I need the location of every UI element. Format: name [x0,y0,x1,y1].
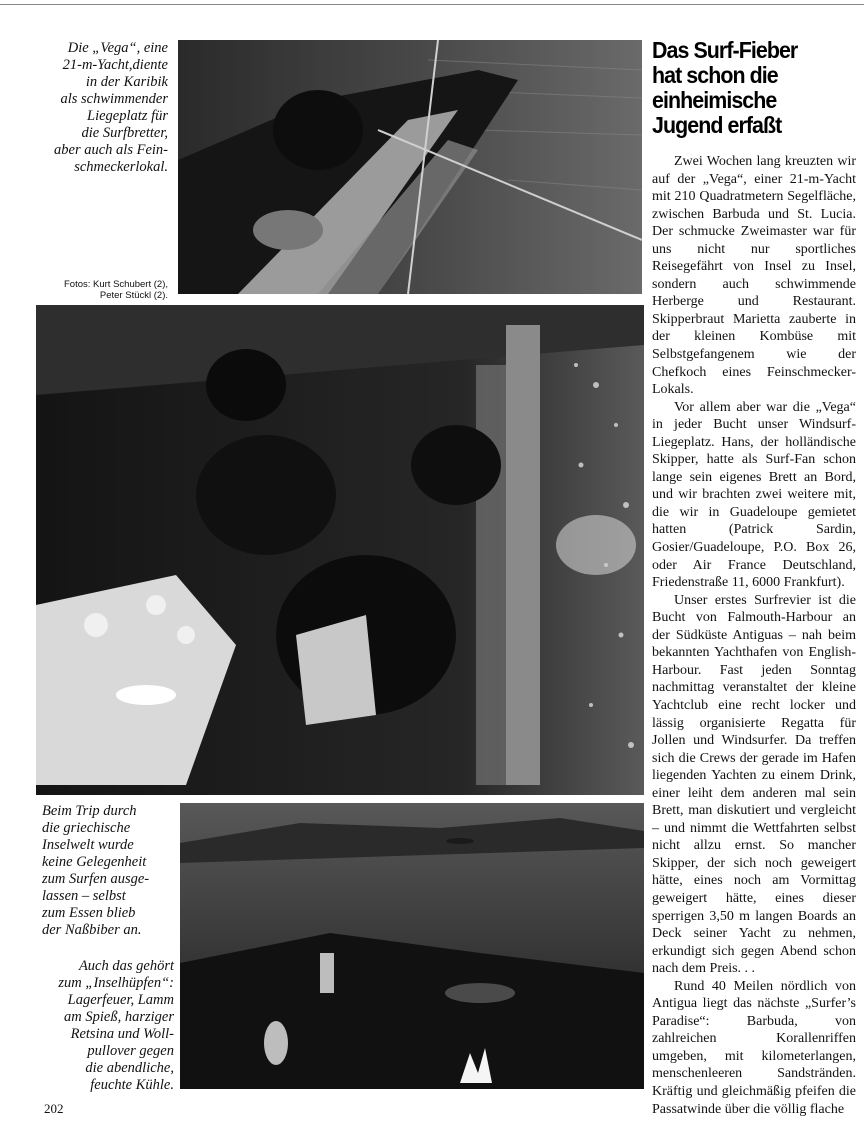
photo-yacht-deck [178,40,642,294]
yacht-deck-image [178,40,642,294]
campfire-image [180,803,644,1089]
photo-eating-on-deck [36,305,644,795]
article-body [652,153,856,1118]
page-number: 202 [44,1101,64,1116]
article-paragraph: Unser erstes Surfrevier ist die Bucht von Falmouth-Harbour an der Südküste Antiguas – nah beim bekannten Yachthafen von English-Harbour. Fast jeden Sonntag nachmittag veranstaltet der kleine Yachtclub eine recht locker und lässig organisierte Regatta für Jollen und Windsurfer. Da treffen sich die Crews der gerade im Hafen liegenden Yachten zu einem Drink, einer leiht dem anderen mal sein Brett, man diskutiert und vergleicht – und nimmt die Wettfahrten selbst nicht allzu ernst. So mancher Skipper, der sich noch geweigert hätte, eines noch am Vormittag geweigert hätte, eines dieser sperrigen 3,50 m langen Boards an Deck seiner Yacht zu nehmen, erkundigt sich gegen Abend schon nach dem Preis. . . [652,592,856,977]
article-paragraph: Zwei Wochen lang kreuzten wir auf der „Vega“, einer 21-m-Yacht mit 210 Quadratmetern Segelfläche, zwischen Barbuda und St. Lucia. Der schmucke Zweimaster war für uns nicht nur sportliches Reisegefährt von Insel zu Insel, sondern auch schwimmende Herberge und Restaurant. Skipperbraut Marietta zauberte in der kleinen Kombüse mit Selbstgefangenem wie der Chefkoch eines Feinschmecker-Lokals. [652,154,856,398]
caption-greek-trip: Beim Trip durch die griechische Inselwelt wurde keine Gelegenheit zum Surfen ausge- lassen – selbst zum Essen blieb der Naßbiber an. [42,803,150,938]
photo-campfire [180,803,644,1089]
article-paragraph: Rund 40 Meilen nördlich von Antigua liegt das nächste „Surfer’s Paradise“: Barbuda, von zahlreichen Korallenriffen umgeben, mit kilometerlangen, menschenleeren Sandstränden. Kräftig und gleichmäßig pfeifen die Passatwinde über die völlig flache [652,978,856,1117]
headline: Das Surf-Fieber hat schon die einheimische Jugend erfaßt [652,37,798,138]
caption-island-hopping: Auch das gehört zum „Inselhüpfen“: Lagerfeuer, Lamm am Spieß, harziger Retsina und Woll- pullover gegen die abendliche, feuchte Kühle. [58,958,174,1093]
caption-vega: Die „Vega“, eine 21-m-Yacht,diente in der Karibik als schwimmender Liegeplatz für die Surfbretter, aber auch als Fein- schmeckerlokal. [54,40,168,175]
top-rule [0,4,864,5]
article-paragraph: Vor allem aber war die „Vega“ in jeder Bucht unser Windsurf-Liegeplatz. Hans, der holländische Skipper, hatte als Surf-Fan schon lange sein eigenes Brett an Bord, und wir brachten zwei weitere mit, die wir in Guadeloupe gemietet hatten (Patrick Sardin, Gosier/Guadeloupe, P.O. Box 26, oder Air France Deutschland, Friedenstraße 11, 6000 Frankfurt). [652,399,856,591]
eating-on-deck-image [36,305,644,795]
photo-credit: Fotos: Kurt Schubert (2), Peter Stückl (2). [63,279,168,301]
